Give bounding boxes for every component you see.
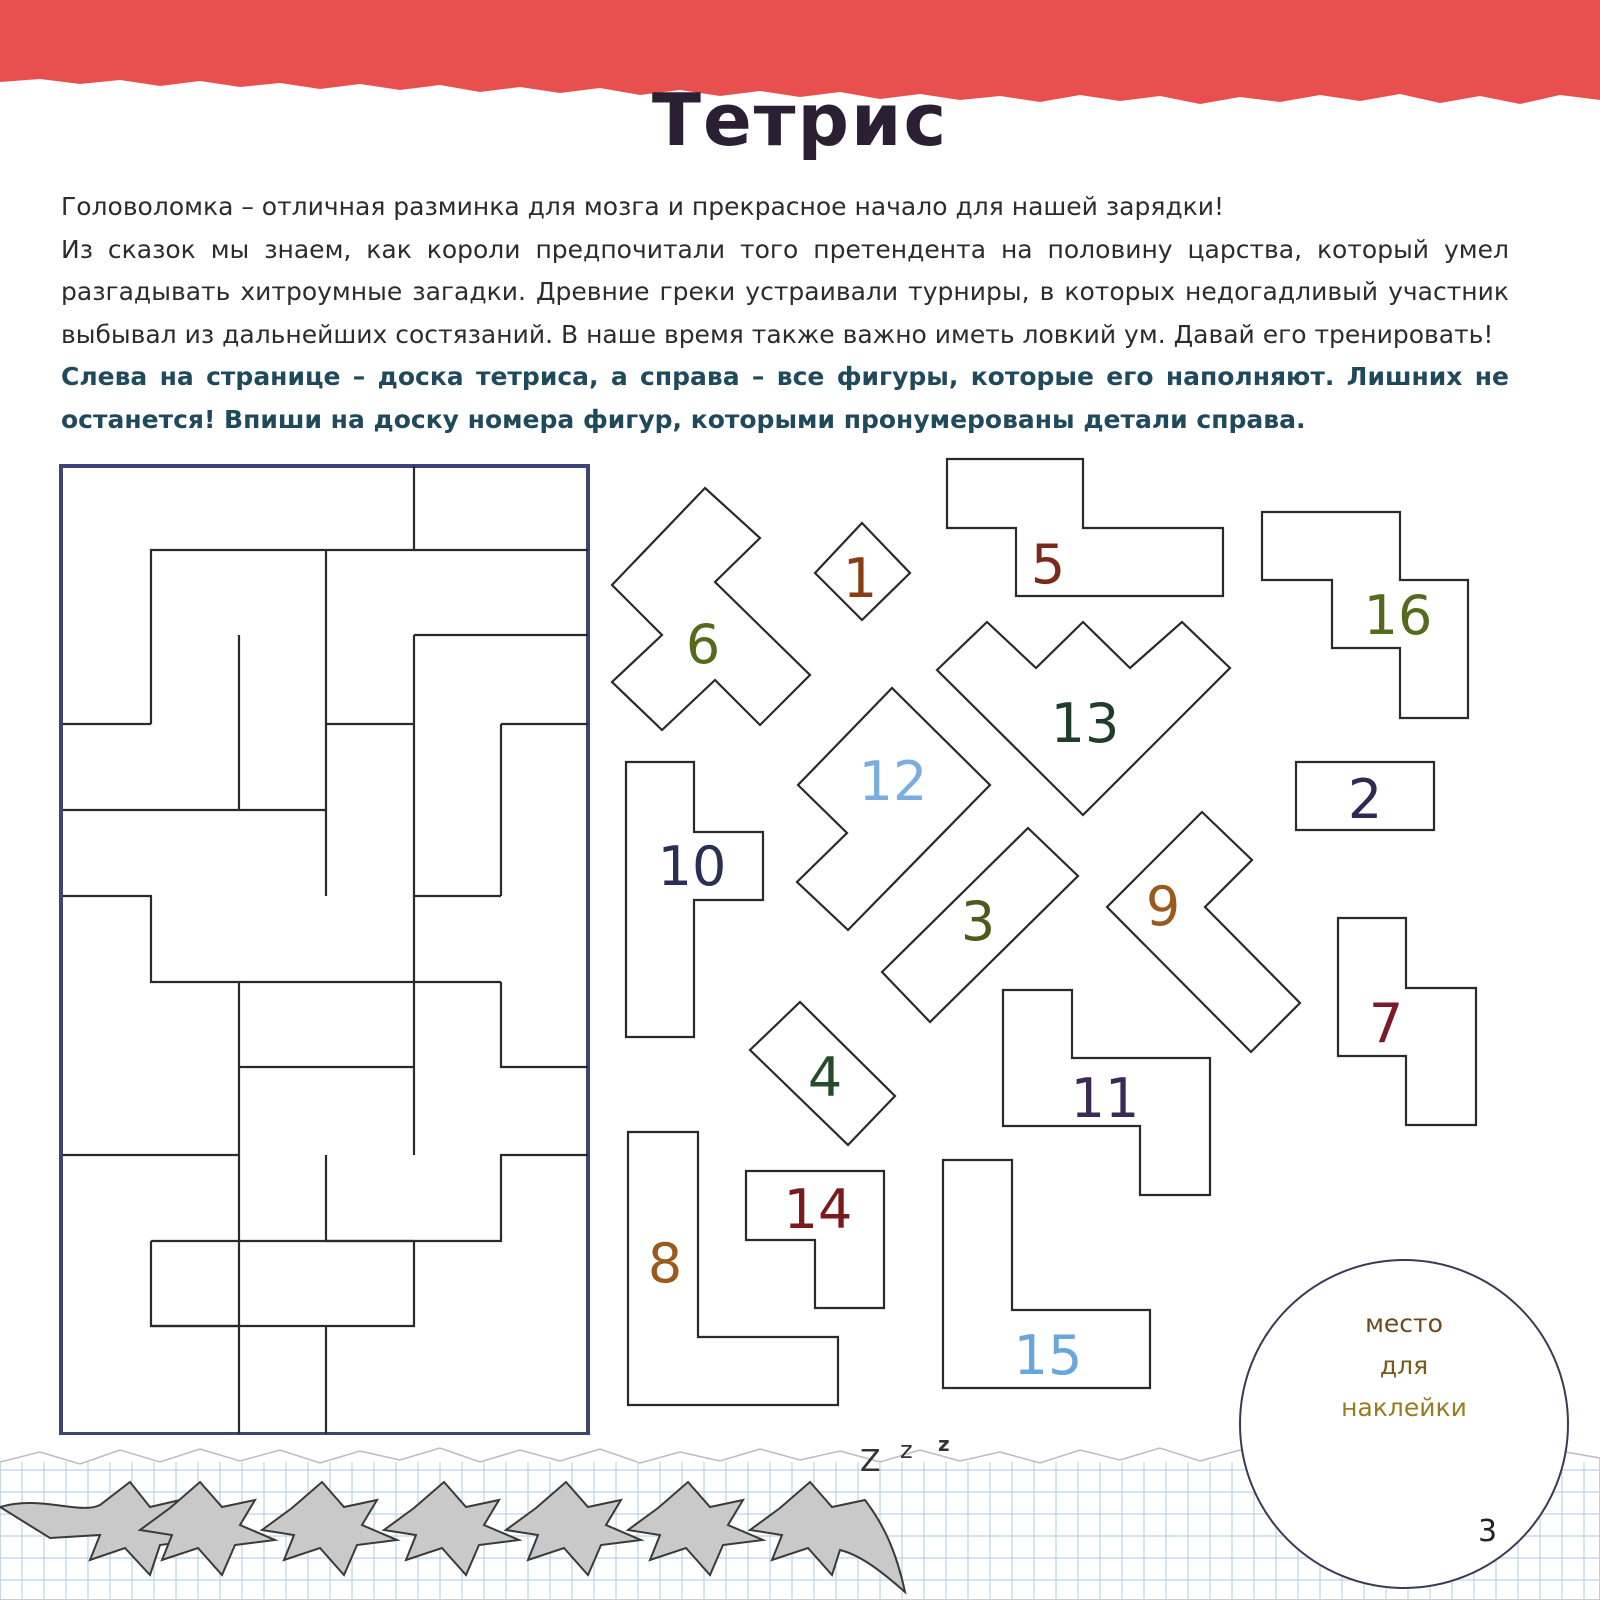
piece-label-7: 7 [1368, 992, 1404, 1055]
piece-label-11: 11 [1070, 1067, 1140, 1130]
sticker-line: для [1379, 1351, 1429, 1380]
intro-text [61, 186, 1509, 441]
board-border [61, 466, 588, 1434]
piece-label-12: 12 [858, 750, 928, 813]
piece-label-10: 10 [657, 835, 727, 898]
sticker-line: место [1365, 1309, 1443, 1338]
piece-5 [947, 459, 1223, 596]
piece-label-14: 14 [783, 1178, 853, 1241]
page-title: Тетрис [651, 78, 949, 162]
piece-9 [1107, 812, 1300, 1052]
tetris-board [50, 455, 650, 1435]
piece-label-1: 1 [842, 547, 878, 610]
piece-7 [1338, 918, 1476, 1125]
intro-paragraph: Головоломка – отличная разминка для мозга и прекрасное начало для нашей зарядки! [61, 192, 1225, 221]
sleep-z: z [938, 1432, 950, 1456]
sleep-z: z [900, 1436, 913, 1464]
piece-label-13: 13 [1050, 692, 1120, 755]
piece-label-15: 15 [1013, 1324, 1083, 1387]
piece-6 [612, 488, 810, 730]
piece-label-5: 5 [1030, 533, 1066, 596]
sticker-placeholder [1239, 1259, 1569, 1589]
piece-label-3: 3 [960, 890, 996, 953]
sleep-z: Z [860, 1444, 881, 1479]
piece-label-16: 16 [1363, 584, 1433, 647]
intro-paragraph: Из сказок мы знаем, как короли предпочитали того претендента на половину царства, который умел разгадывать хитроумные загадки. Древние греки устраивали турниры, в которых недогадливый участник выбывал из дальнейших состязаний. В наше время также важно иметь ловкий ум. Давай его тренировать! [61, 234, 1509, 349]
sleep-text [860, 1432, 980, 1492]
task-instruction: Слева на странице – доска тетриса, а справа – все фигуры, которые его наполняют. Лишних не останется! Впиши на доску номера фигур, которыми пронумерованы детали справа. [61, 362, 1509, 434]
piece-label-6: 6 [685, 613, 721, 676]
page-number: 3 [1478, 1514, 1498, 1549]
sticker-line: наклейки [1341, 1393, 1467, 1422]
piece-label-4: 4 [807, 1046, 843, 1109]
piece-label-9: 9 [1145, 875, 1181, 938]
piece-10 [626, 762, 763, 1037]
piece-label-8: 8 [647, 1232, 683, 1295]
piece-label-2: 2 [1347, 768, 1383, 831]
